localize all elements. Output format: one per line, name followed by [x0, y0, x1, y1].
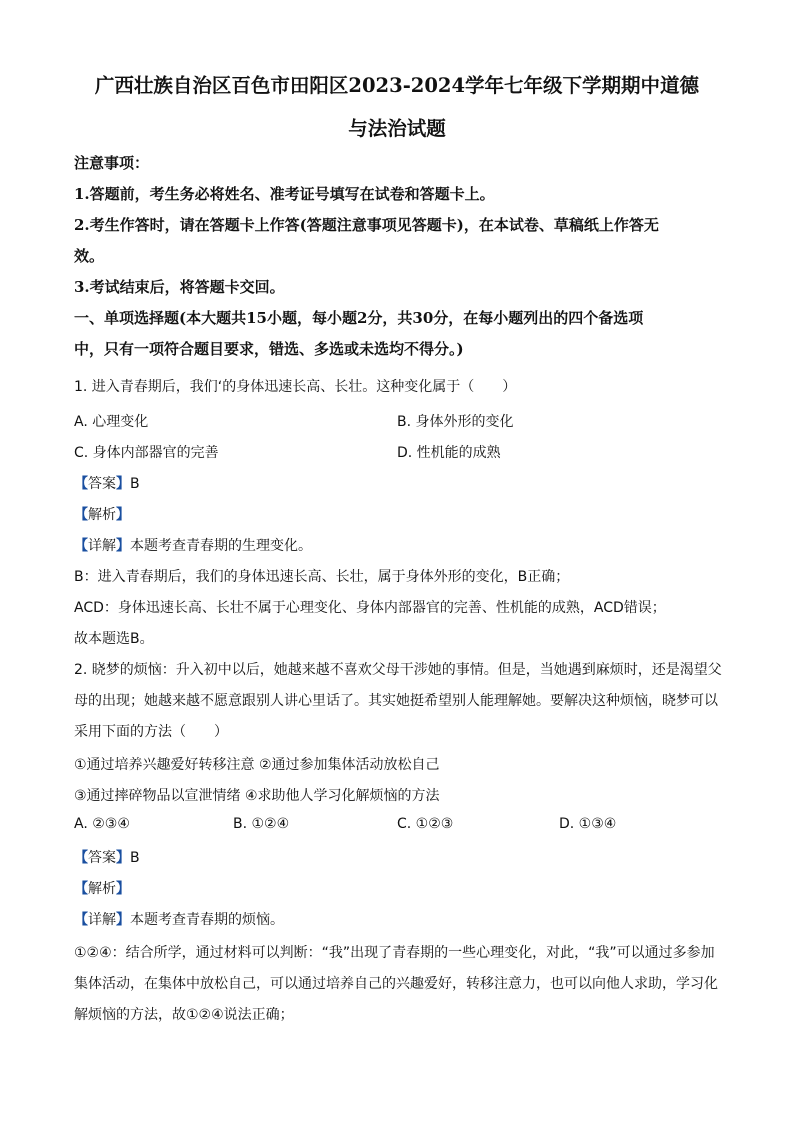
q1-detail	[74, 535, 312, 555]
answer-label: 答案	[88, 476, 116, 492]
q2-option-a: A. ②③④	[74, 816, 130, 832]
q2-choices-line-2: ③通过摔碎物品以宣泄情绪 ④求助他人学习化解烦恼的方法	[74, 788, 440, 804]
analysis-label: 解析	[88, 881, 116, 897]
q1-explanation-line-1: B：进入青春期后，我们的身体迅速长高、长壮，属于身体外形的变化，B正确；	[74, 569, 570, 585]
q2-answer	[74, 847, 140, 867]
q1-option-c: C. 身体内部器官的完善	[74, 445, 219, 461]
q2-option-d: D. ①③④	[559, 816, 617, 832]
q2-detail	[74, 909, 284, 929]
notice-item-1: 1.答题前，考生务必将姓名、准考证号填写在试卷和答题卡上。	[74, 185, 495, 203]
q1-answer-value: B	[130, 476, 140, 492]
q1-stem: 1. 进入青春期后，我们ʻ的身体迅速长高、长壮。这种变化属于（ ）	[74, 379, 517, 395]
detail-open-bracket: 【	[74, 912, 88, 928]
q1-analysis	[74, 504, 130, 524]
answer-label: 答案	[88, 850, 116, 866]
section1-heading-line2: 中，只有一项符合题目要求，错选、多选或未选均不得分。)	[74, 340, 464, 358]
q1-option-d: D. 性机能的成熟	[397, 445, 501, 461]
analysis-open-bracket: 【	[74, 881, 88, 897]
notice-item-3: 3.考试结束后，将答题卡交回。	[74, 278, 285, 296]
detail-open-bracket: 【	[74, 538, 88, 554]
notice-heading: 注意事项：	[74, 154, 150, 172]
q2-stem-line-3: 采用下面的方法（ ）	[74, 724, 228, 740]
q2-analysis	[74, 878, 130, 898]
q2-explanation-line-3: 解烦恼的方法，故①②④说法正确；	[74, 1007, 294, 1023]
q1-option-b: B. 身体外形的变化	[397, 414, 514, 430]
q1-explanation-line-2: ACD：身体迅速长高、长壮不属于心理变化、身体内部器官的完善、性机能的成熟，ACD错误；	[74, 600, 666, 616]
detail-close-bracket: 】	[116, 538, 130, 554]
q2-explanation-line-2: 集体活动，在集体中放松自己，可以通过培养自己的兴趣爱好，转移注意力，也可以向他人求助，学习化	[74, 976, 718, 992]
q2-choices-line-1: ①通过培养兴趣爱好转移注意 ②通过参加集体活动放松自己	[74, 757, 440, 773]
q1-answer	[74, 473, 140, 493]
q1-explanation-line-3: 故本题选B。	[74, 631, 154, 647]
q2-stem-line-2: 母的出现；她越来越不愿意跟别人讲心里话了。其实她挺希望别人能理解她。要解决这种烦恼，晓梦可以	[74, 693, 718, 709]
answer-close-bracket: 】	[116, 476, 130, 492]
answer-open-bracket: 【	[74, 850, 88, 866]
q2-option-b: B. ①②④	[233, 816, 290, 832]
q2-stem-line-1: 2. 晓梦的烦恼：升入初中以后，她越来越不喜欢父母干涉她的事情。但是，当她遇到麻烦时，还是渴望父	[74, 662, 722, 678]
q1-detail-text: 本题考查青春期的生理变化。	[130, 538, 312, 554]
analysis-label: 解析	[88, 507, 116, 523]
q2-detail-text: 本题考查青春期的烦恼。	[130, 912, 284, 928]
analysis-close-bracket: 】	[116, 507, 130, 523]
q2-answer-value: B	[130, 850, 140, 866]
exam-title-line2: 与法治试题	[348, 117, 446, 140]
q1-option-a: A. 心理变化	[74, 414, 149, 430]
analysis-close-bracket: 】	[116, 881, 130, 897]
analysis-open-bracket: 【	[74, 507, 88, 523]
q2-explanation-line-1: ①②④：结合所学，通过材料可以判断：“我”出现了青春期的一些心理变化，对此，“我”可以通过多参加	[74, 945, 715, 961]
exam-title-line1: 广西壮族自治区百色市田阳区2023-2024学年七年级下学期期中道德	[94, 74, 700, 97]
q2-option-c: C. ①②③	[397, 816, 454, 832]
detail-label: 详解	[88, 912, 116, 928]
answer-close-bracket: 】	[116, 850, 130, 866]
notice-item-2-cont: 效。	[74, 247, 105, 265]
section1-heading-line1: 一、单项选择题(本大题共15小题，每小题2分，共30分，在每小题列出的四个备选项	[74, 309, 644, 327]
detail-close-bracket: 】	[116, 912, 130, 928]
answer-open-bracket: 【	[74, 476, 88, 492]
detail-label: 详解	[88, 538, 116, 554]
notice-item-2: 2.考生作答时，请在答题卡上作答(答题注意事项见答题卡)，在本试卷、草稿纸上作答无	[74, 216, 659, 234]
